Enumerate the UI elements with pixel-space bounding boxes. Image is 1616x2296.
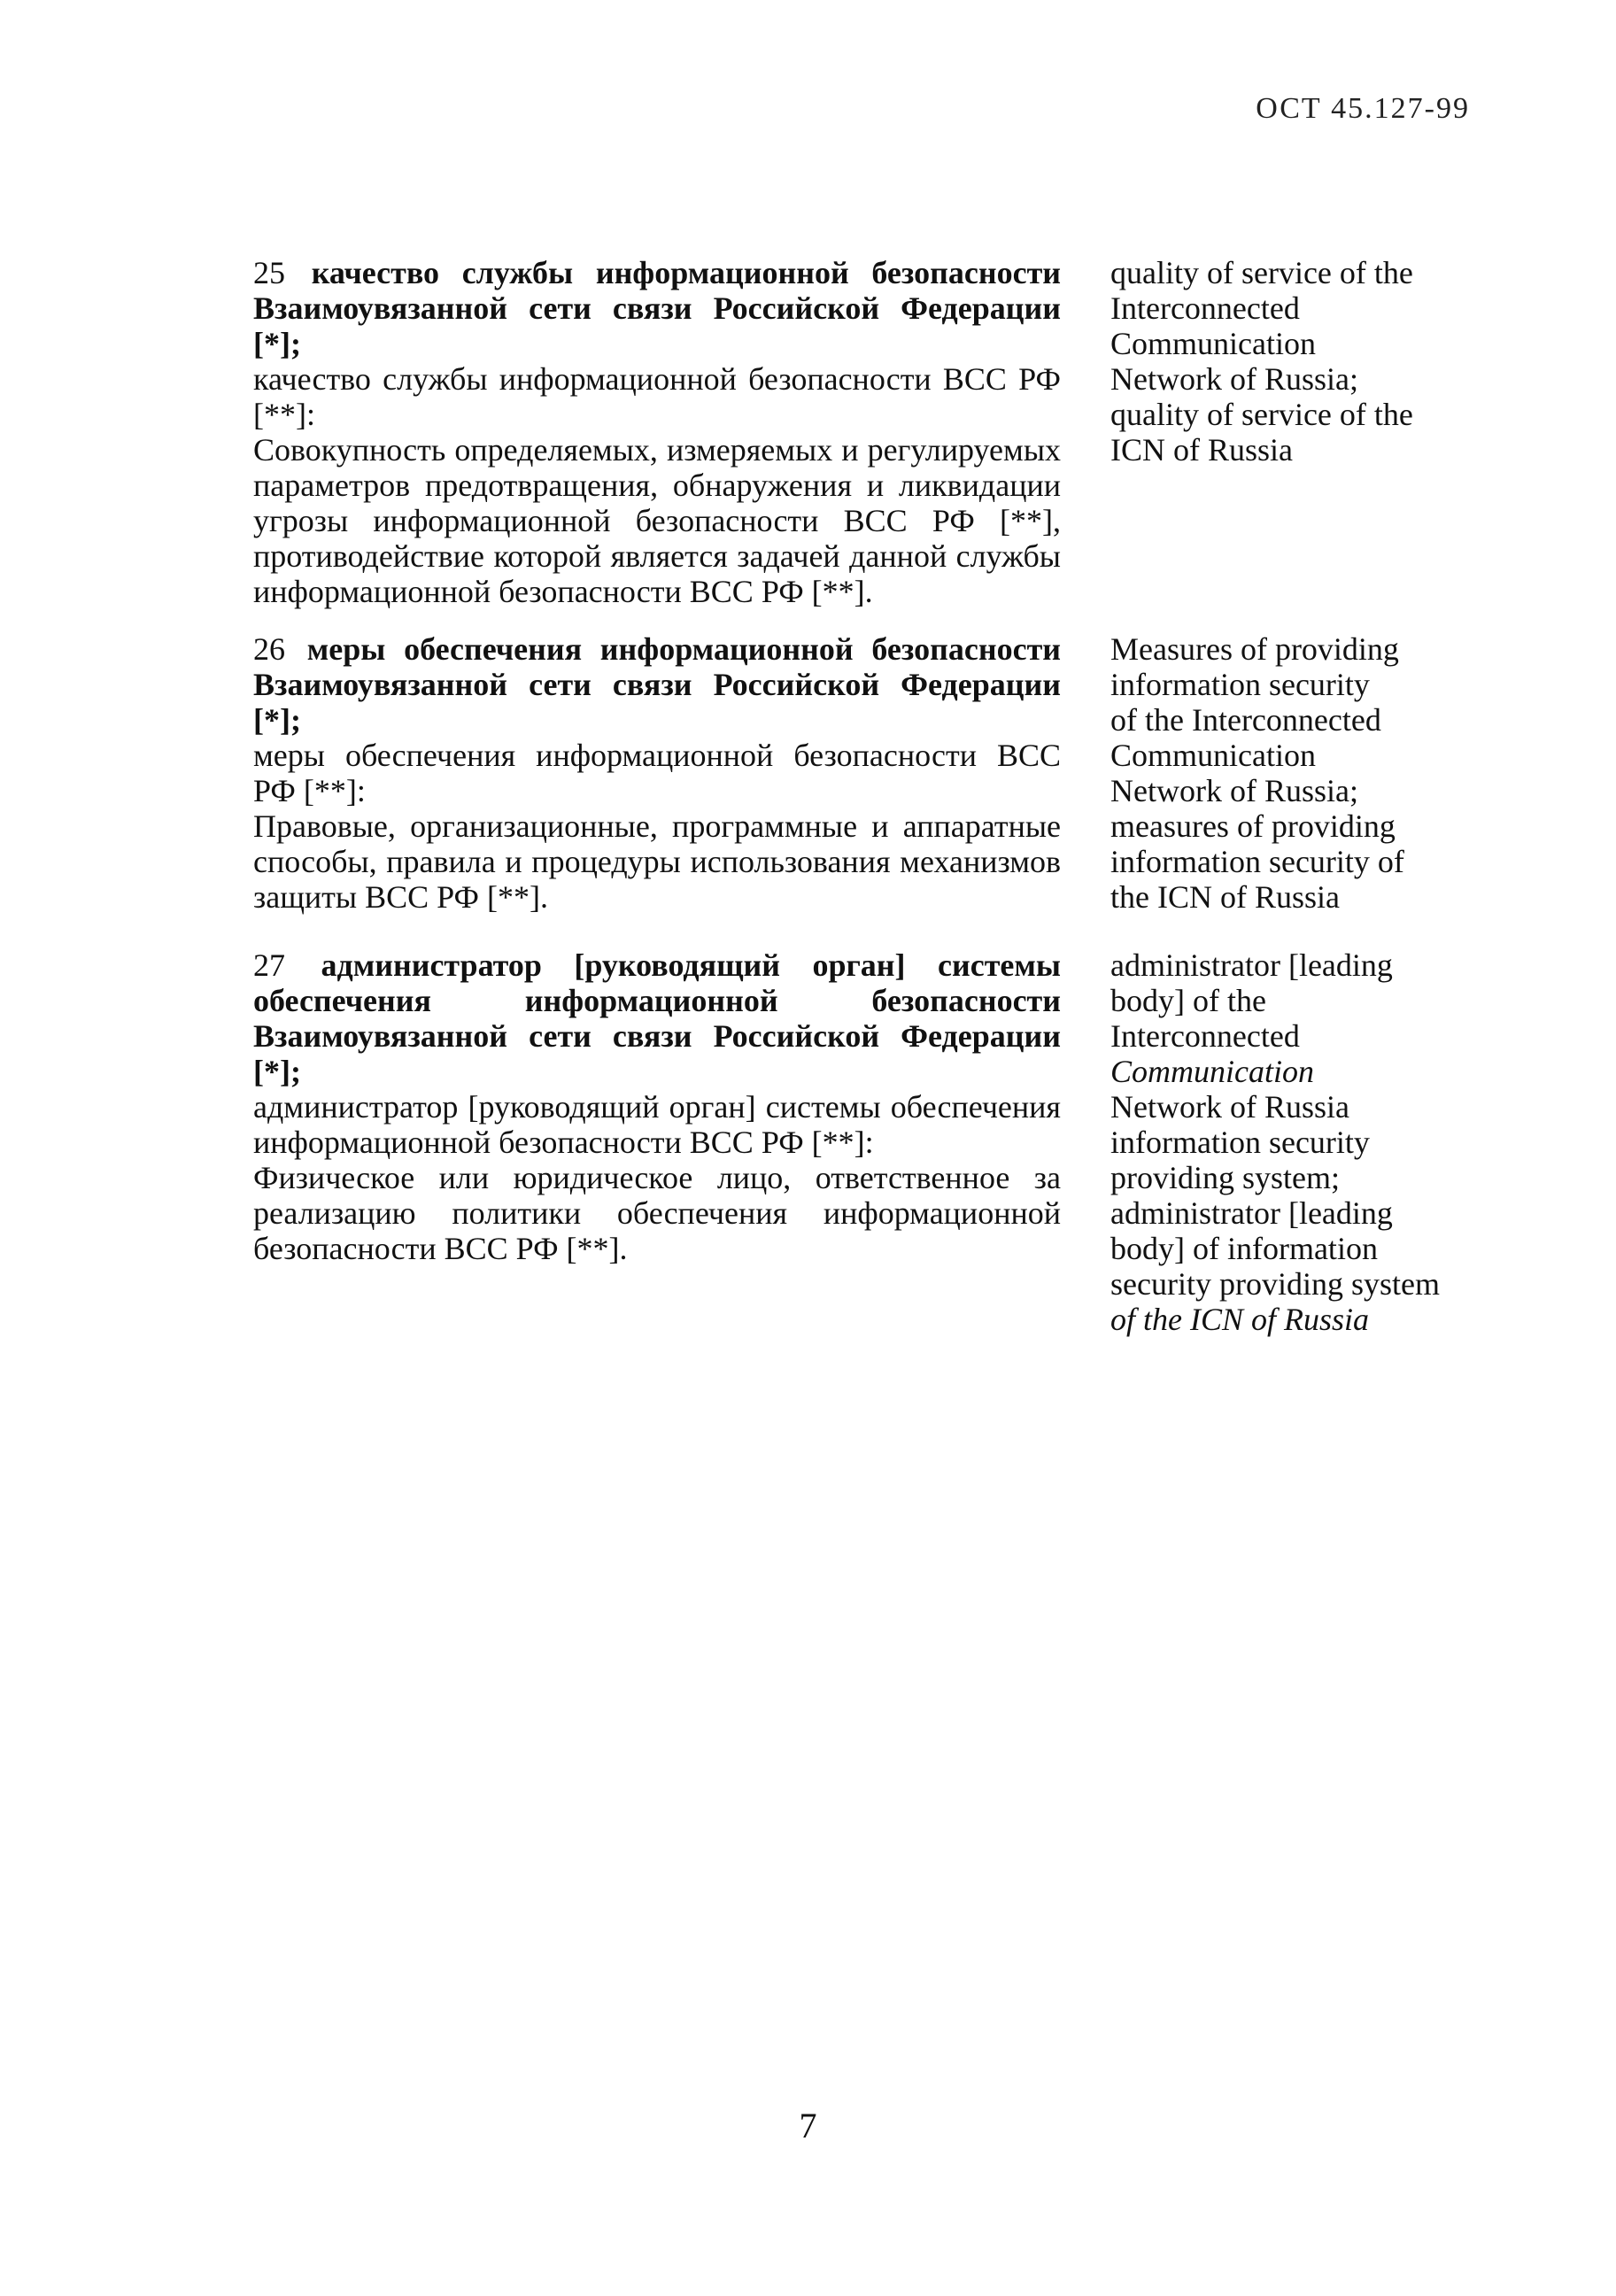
english-line: Network of Russia;	[1110, 361, 1358, 397]
english-line: Interconnected	[1110, 1018, 1300, 1054]
english-line: quality of service of the	[1110, 397, 1413, 432]
term-text: меры обеспечения информационной безопасности Взаимоувязанной сети связи Российской Федерации [*];	[253, 631, 1062, 738]
english-line: ICN of Russia	[1110, 432, 1293, 468]
term-text: качество службы информационной безопасности Взаимоувязанной сети связи Российской Федерации [*];	[253, 255, 1061, 361]
term-number: 27	[253, 947, 285, 983]
page-number: 7	[799, 2106, 817, 2145]
russian-column	[253, 947, 1061, 1266]
term-heading	[253, 947, 1061, 1089]
term-text: администратор [руководящий орган] системы обеспечения информационной безопасности Взаимоувязанной сети связи Российской Федерации [*];	[253, 947, 1062, 1089]
term-number: 26	[253, 631, 285, 667]
russian-column	[253, 631, 1061, 915]
english-column	[1110, 631, 1473, 915]
definition: Правовые, организационные, программные и аппаратные способы, правила и процедуры использования механизмов защиты ВСС РФ [**].	[253, 808, 1061, 915]
definition: Совокупность определяемых, измеряемых и регулируемых параметров предотвращения, обнаружения и ликвидации угрозы информационной безопасности ВСС РФ [**], противодействие которой является задачей данной службы информационной безопасности ВСС РФ [**].	[253, 432, 1061, 609]
english-line: administrator [leading	[1110, 1195, 1393, 1231]
english-line: information security	[1110, 667, 1370, 702]
term-entry-27	[253, 947, 1484, 1337]
alt-term: качество службы информационной безопасности ВСС РФ [**]:	[253, 361, 1061, 432]
english-line: administrator [leading	[1110, 947, 1393, 983]
english-line: of the ICN of Russia	[1110, 1302, 1370, 1337]
english-line: information security of	[1110, 844, 1404, 879]
term-heading	[253, 631, 1061, 738]
english-line: the ICN of Russia	[1110, 879, 1340, 915]
english-line: quality of service of the	[1110, 255, 1413, 290]
term-entry-26	[253, 631, 1484, 915]
english-line: providing system;	[1110, 1160, 1340, 1195]
english-line: Communication	[1110, 1054, 1314, 1089]
term-heading	[253, 255, 1061, 361]
english-column	[1110, 947, 1473, 1337]
english-line: measures of providing	[1110, 808, 1396, 844]
english-line: body] of the	[1110, 983, 1266, 1018]
english-column	[1110, 255, 1473, 468]
english-line: Measures of providing	[1110, 631, 1399, 667]
english-line: Communication	[1110, 738, 1316, 773]
alt-term: администратор [руководящий орган] системы обеспечения информационной безопасности ВСС РФ [**]:	[253, 1089, 1061, 1160]
english-line: Network of Russia	[1110, 1089, 1349, 1125]
english-line: of the Interconnected	[1110, 702, 1381, 738]
document-code-header: ОСТ 45.127-99	[1256, 92, 1470, 125]
english-line: Communication	[1110, 326, 1316, 361]
english-line: security providing system	[1110, 1266, 1440, 1302]
english-line: information security	[1110, 1125, 1370, 1160]
russian-column	[253, 255, 1061, 609]
term-number: 25	[253, 255, 285, 290]
english-line: Interconnected	[1110, 290, 1300, 326]
alt-term: меры обеспечения информационной безопасности ВСС РФ [**]:	[253, 738, 1061, 808]
english-line: Network of Russia;	[1110, 773, 1358, 808]
definition: Физическое или юридическое лицо, ответственное за реализацию политики обеспечения информационной безопасности ВСС РФ [**].	[253, 1160, 1061, 1266]
english-line: body] of information	[1110, 1231, 1378, 1266]
term-entry-25	[253, 255, 1484, 609]
